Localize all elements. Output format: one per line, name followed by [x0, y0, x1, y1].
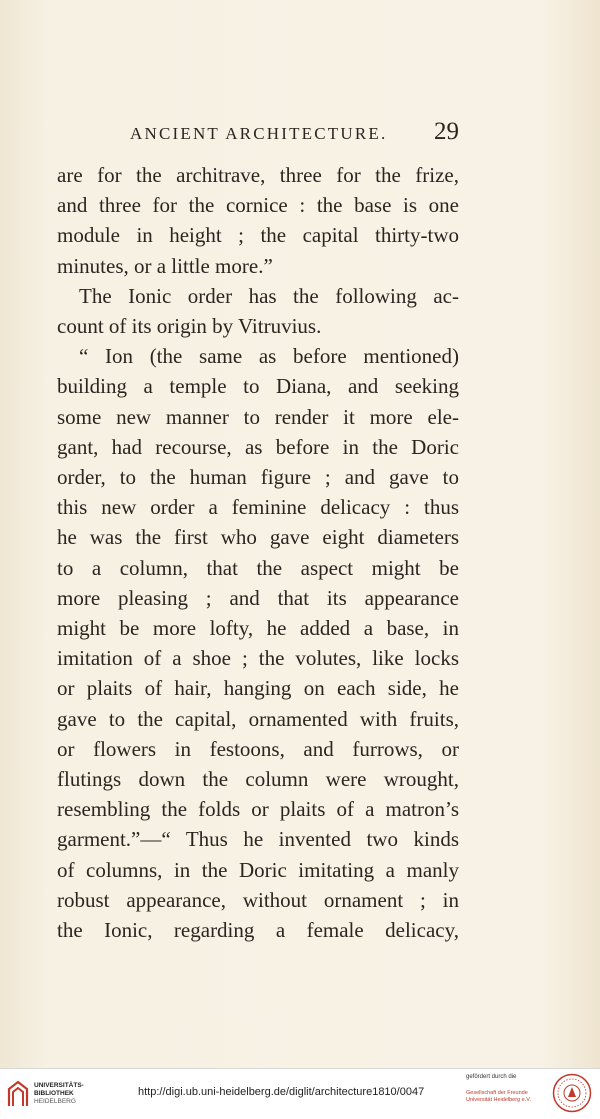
- text-line: minutes, or a little more.”: [57, 253, 273, 278]
- sponsor-label: gefördert durch die: [466, 1074, 517, 1080]
- library-name: [34, 1082, 134, 1106]
- text-line: The Ionic order has the following ac-: [79, 283, 459, 308]
- text-line: this new order a feminine delicacy : thus: [57, 495, 459, 520]
- text-line: or plaits of hair, hanging on each side, he: [57, 676, 459, 701]
- text-line: imitation of a shoe ; the volutes, like locks: [57, 646, 459, 671]
- library-name-line: BIBLIOTHEK: [34, 1090, 74, 1097]
- text-line: he was the first who gave eight diameters: [57, 525, 459, 550]
- text-line: are for the architrave, three for the frize,: [57, 163, 459, 187]
- sponsor-name-line: Gesellschaft der Freunde: [466, 1090, 528, 1096]
- page-number: 29: [434, 118, 459, 145]
- text-line: resembling the folds or plaits of a matron’s: [57, 797, 459, 822]
- text-line: count of its origin by Vitruvius.: [57, 314, 322, 339]
- text-line: flutings down the column were wrought,: [57, 767, 459, 792]
- text-line: some new manner to render it more ele-: [57, 404, 459, 429]
- text-line: module in height ; the capital thirty-two: [57, 223, 459, 248]
- text-line: and three for the cornice : the base is one: [57, 193, 459, 218]
- text-line: “ Ion (the same as before mentioned): [79, 344, 459, 369]
- sponsor-name-line: Universität Heidelberg e.V.: [466, 1097, 531, 1103]
- text-line: robust appearance, without ornament ; in: [57, 887, 459, 912]
- sponsor-name: [466, 1090, 546, 1104]
- running-header: ANCIENT ARCHITECTURE.: [130, 124, 388, 143]
- text-line: to a column, that the aspect might be: [57, 555, 459, 580]
- text-line: gave to the capital, ornamented with fruits,: [57, 706, 459, 731]
- text-line: more pleasing ; and that its appearance: [57, 585, 459, 610]
- text-line: the Ionic, regarding a female delicacy,: [57, 918, 459, 943]
- text-line: might be more lofty, he added a base, in: [57, 616, 459, 641]
- text-line: garment.”—“ Thus he invented two kinds: [57, 827, 459, 852]
- permalink-url[interactable]: http://digi.ub.uni-heidelberg.de/diglit/architecture1810/0047: [138, 1086, 425, 1098]
- text-line: order, to the human figure ; and gave to: [57, 465, 459, 490]
- text-line: gant, had recourse, as before in the Doric: [57, 434, 459, 459]
- library-name-line: HEIDELBERG: [34, 1098, 76, 1105]
- text-line: of columns, in the Doric imitating a manly: [57, 857, 459, 882]
- library-name-line: UNIVERSITÄTS-: [34, 1082, 84, 1089]
- text-line: or flowers in festoons, and furrows, or: [57, 736, 459, 761]
- text-line: building a temple to Diana, and seeking: [57, 374, 459, 399]
- university-library-logo-icon: [6, 1079, 30, 1109]
- digitization-footer: [0, 1068, 600, 1119]
- society-seal-icon: [552, 1073, 592, 1113]
- body-text: [57, 160, 459, 945]
